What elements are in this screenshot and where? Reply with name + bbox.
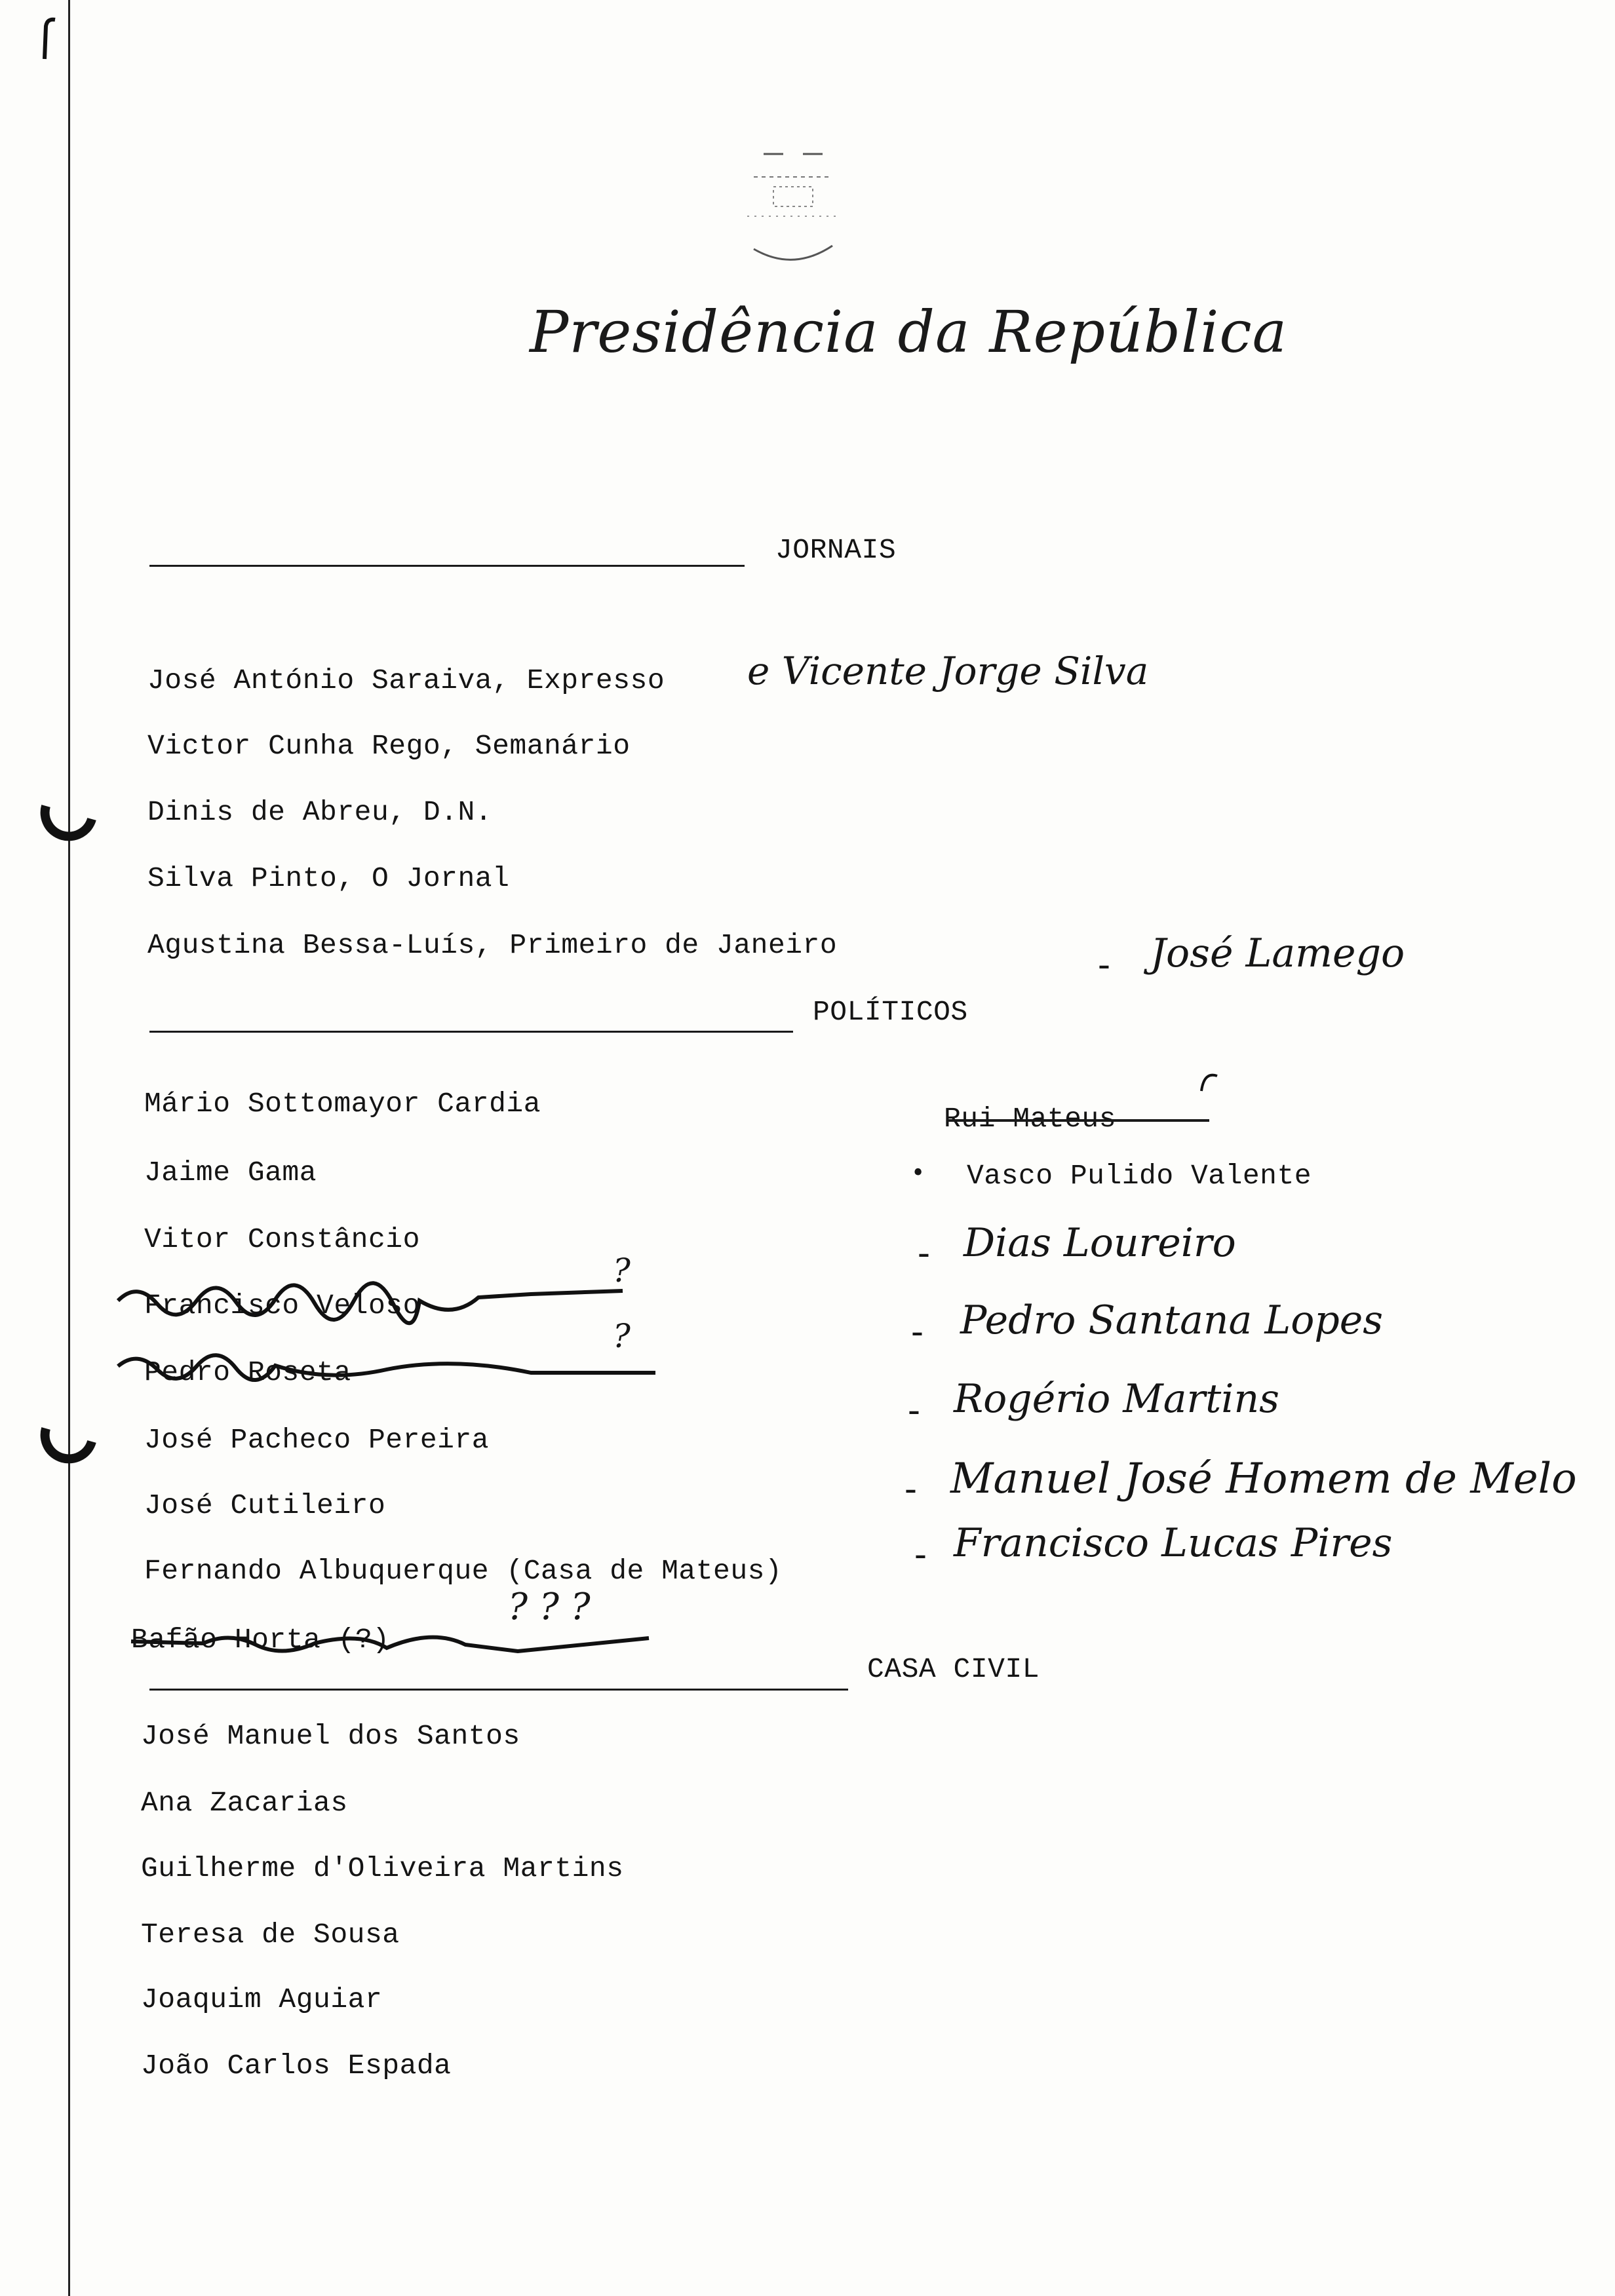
list-item: Fernando Albuquerque (Casa de Mateus): [144, 1555, 783, 1587]
section-rule: [149, 1031, 793, 1033]
dash-mark: -: [911, 1311, 924, 1353]
section-heading-politicos: POLÍTICOS: [813, 996, 968, 1028]
coat-of-arms-icon: [728, 138, 859, 275]
list-item: Ana Zacarias: [141, 1787, 348, 1819]
handwritten-note: e Vicente Jorge Silva: [747, 649, 1149, 693]
section-rule: [149, 565, 745, 567]
list-item: Dinis de Abreu, D.N.: [147, 796, 493, 828]
letterhead-title: Presidência da República: [530, 298, 1288, 366]
hook-mark-icon: [1196, 1068, 1222, 1094]
list-item: José Cutileiro: [144, 1489, 386, 1521]
list-item: João Carlos Espada: [141, 2050, 452, 2082]
dash-mark: -: [908, 1389, 920, 1432]
margin-line: [68, 0, 70, 2296]
handwritten-note: José Lamego: [1150, 930, 1405, 976]
punch-hole-icon: [39, 1415, 98, 1474]
strike-line: [947, 1119, 1209, 1122]
section-rule: [149, 1689, 848, 1691]
list-item: José António Saraiva, Expresso: [147, 664, 665, 697]
handwritten-item: Francisco Lucas Pires: [954, 1520, 1393, 1566]
list-item: Mário Sottomayor Cardia: [144, 1088, 541, 1120]
list-item: Agustina Bessa-Luís, Primeiro de Janeiro: [147, 929, 838, 961]
list-item-struck: Francisco Veloso: [144, 1290, 420, 1322]
list-item: Guilherme d'Oliveira Martins: [141, 1852, 624, 1885]
list-item-struck: Bafão Horta (?): [131, 1624, 390, 1656]
list-item: Vasco Pulido Valente: [967, 1160, 1312, 1192]
list-item: Jaime Gama: [144, 1157, 317, 1189]
dash-mark: -: [905, 1468, 917, 1510]
list-item-struck: Rui Mateus: [944, 1103, 1117, 1135]
list-item-struck: Pedro Roseta: [144, 1356, 351, 1388]
list-item: Joaquim Aguiar: [141, 1983, 383, 2016]
list-item: José Manuel dos Santos: [141, 1720, 520, 1752]
handwritten-item: Dias Loureiro: [963, 1220, 1236, 1266]
section-heading-jornais: JORNAIS: [775, 534, 897, 566]
list-item: Teresa de Sousa: [141, 1919, 400, 1951]
dash-mark: -: [914, 1533, 927, 1576]
question-mark: ?: [613, 1252, 631, 1290]
list-item: Victor Cunha Rego, Semanário: [147, 730, 631, 762]
section-heading-casa-civil: CASA CIVIL: [867, 1653, 1040, 1685]
dash-mark: -: [918, 1232, 930, 1274]
bullet-mark: •: [911, 1160, 925, 1187]
scribble-strike: [111, 1274, 675, 1327]
question-marks: ? ? ?: [508, 1586, 591, 1628]
question-mark: ?: [613, 1317, 631, 1355]
dash-mark: -: [1098, 944, 1110, 986]
handwritten-item: Manuel José Homem de Melo: [950, 1455, 1577, 1503]
list-item: Silva Pinto, O Jornal: [147, 862, 510, 894]
list-item: Vitor Constâncio: [144, 1223, 420, 1255]
corner-mark-icon: [33, 7, 79, 66]
scribble-strike: [111, 1343, 675, 1389]
handwritten-item: Rogério Martins: [954, 1376, 1279, 1422]
punch-hole-icon: [39, 793, 98, 852]
handwritten-item: Pedro Santana Lopes: [960, 1297, 1384, 1343]
list-item: José Pacheco Pereira: [144, 1424, 490, 1456]
